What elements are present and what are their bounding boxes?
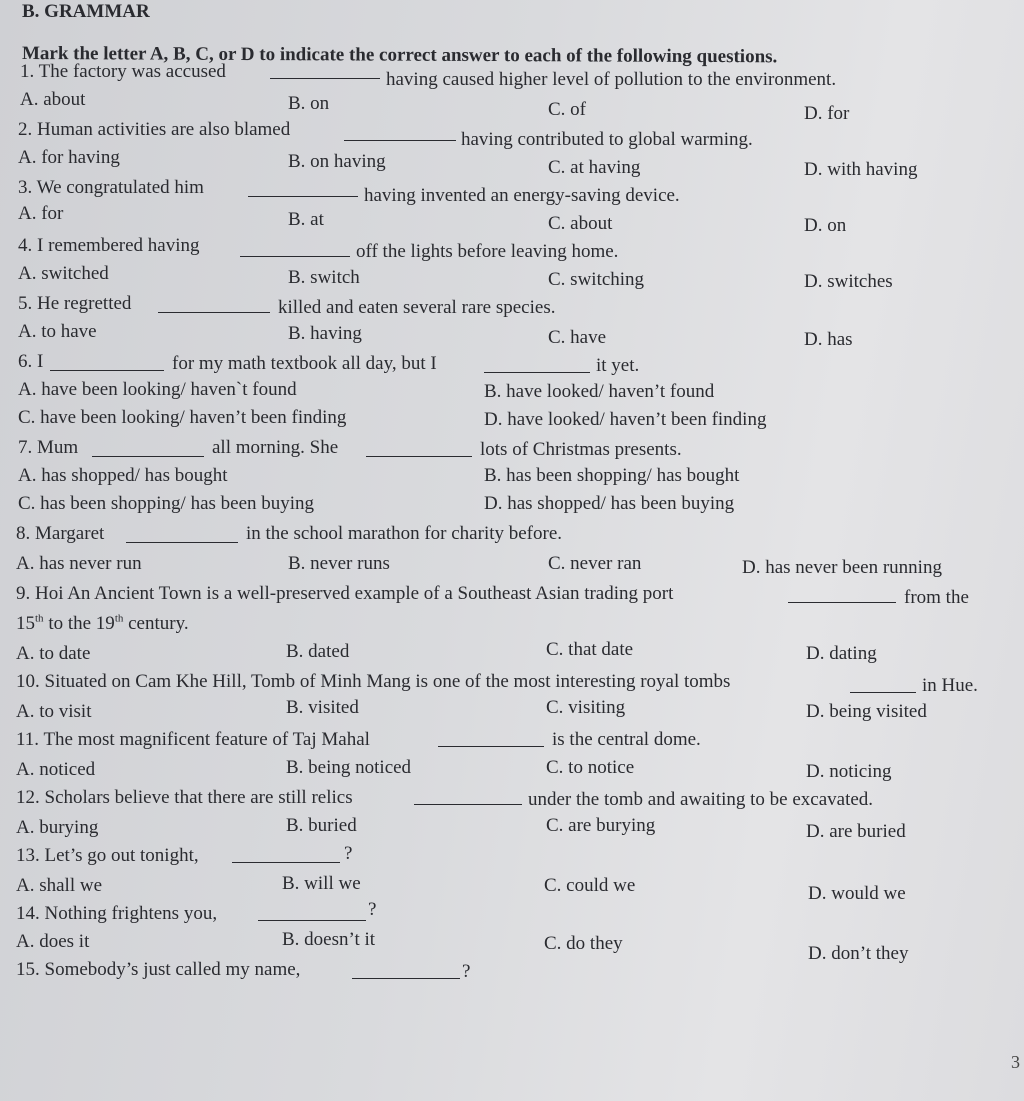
- option-c: C. have: [548, 327, 607, 348]
- question-12: [0, 786, 1024, 812]
- option-d: D. for: [804, 103, 850, 124]
- question-2-prompt: 2. Human activities are also blamed: [18, 119, 291, 140]
- question-10-prompt-end: in Hue.: [922, 675, 978, 696]
- option-c: C. do they: [544, 933, 623, 954]
- option-a: A. shall we: [16, 875, 103, 896]
- question-4: [0, 234, 1024, 260]
- option-c: C. visiting: [546, 697, 626, 718]
- question-4-prompt-end: off the lights before leaving home.: [356, 241, 619, 262]
- answer-blank: [126, 524, 238, 543]
- question-7-prompt-mid: all morning. She: [212, 437, 339, 458]
- question-4-prompt: 4. I remembered having: [18, 235, 200, 256]
- answer-blank: [258, 902, 366, 921]
- question-9-prompt-cont: 15th to the 19th century.: [16, 612, 189, 634]
- option-d: D. are buried: [806, 821, 906, 842]
- question-5-prompt: 5. He regretted: [18, 293, 132, 314]
- question-6-prompt-mid: for my math textbook all day, but I: [172, 353, 437, 374]
- question-11-prompt-end: is the central dome.: [552, 729, 701, 750]
- question-5: [0, 292, 1024, 318]
- question-11-options: [0, 758, 1024, 784]
- option-b: B. visited: [286, 697, 359, 718]
- option-c: C. have been looking/ haven’t been finding: [18, 407, 347, 428]
- question-14-options: [0, 929, 1024, 964]
- question-11-prompt: 11. The most magnificent feature of Taj Mahal: [16, 729, 370, 750]
- option-a: A. switched: [18, 263, 109, 284]
- section-title: B. GRAMMAR: [22, 1, 150, 22]
- option-d: D. dating: [806, 643, 877, 664]
- answer-blank: [232, 844, 340, 863]
- question-9-options: [0, 639, 1024, 668]
- question-11: [0, 728, 1024, 754]
- option-d: D. has never been running: [742, 557, 942, 578]
- option-a: A. to date: [16, 643, 91, 664]
- question-13-prompt-end: ?: [344, 843, 353, 864]
- question-15-prompt-end: ?: [462, 961, 471, 982]
- option-c: C. never ran: [548, 553, 642, 574]
- question-9-continued: [0, 612, 1024, 638]
- question-8: [0, 522, 1024, 548]
- answer-blank: [240, 238, 350, 257]
- answer-blank: [270, 60, 380, 79]
- answer-blank: [438, 728, 544, 747]
- option-b: B. on: [288, 93, 330, 114]
- option-a: A. noticed: [16, 759, 96, 780]
- option-a: A. for having: [18, 147, 120, 168]
- option-c: C. could we: [544, 875, 636, 896]
- question-12-options: [0, 816, 1024, 842]
- question-6-prompt: 6. I: [18, 351, 44, 372]
- answer-blank: [484, 354, 590, 373]
- answer-blank: [92, 438, 204, 457]
- option-d: D. would we: [808, 883, 906, 904]
- option-a: A. burying: [16, 817, 99, 838]
- question-7-options: [0, 464, 1024, 490]
- option-b: B. never runs: [288, 553, 390, 574]
- option-c: C. at having: [548, 157, 641, 178]
- option-b: B. have looked/ haven’t found: [484, 381, 715, 402]
- question-10-prompt: 10. Situated on Cam Khe Hill, Tomb of Minh Mang is one of the most interesting royal tombs: [16, 671, 731, 692]
- question-3-prompt-end: having invented an energy-saving device.: [364, 185, 680, 206]
- option-d: D. with having: [804, 159, 918, 180]
- question-7-prompt-end: lots of Christmas presents.: [480, 439, 682, 460]
- instruction: Mark the letter A, B, C, or D to indicate the correct answer to each of the following questions.: [21, 43, 778, 68]
- answer-blank: [788, 584, 896, 603]
- question-7-options-row-2: [0, 492, 1024, 518]
- question-5-prompt-end: killed and eaten several rare species.: [278, 297, 556, 318]
- question-2-options: [0, 146, 1024, 180]
- question-14-prompt: 14. Nothing frightens you,: [16, 903, 218, 924]
- option-b: B. at: [288, 209, 324, 230]
- question-6-prompt-end: it yet.: [596, 355, 640, 376]
- question-12-prompt: 12. Scholars believe that there are still relics: [16, 787, 353, 808]
- answer-blank: [50, 352, 164, 371]
- option-d: D. has: [804, 329, 853, 350]
- question-14: [0, 899, 1024, 928]
- question-6: [0, 350, 1024, 376]
- question-9-prompt-end: from the: [904, 587, 969, 608]
- option-c: C. switching: [548, 269, 645, 290]
- answer-blank: [158, 294, 270, 313]
- option-d: D. don’t they: [808, 943, 909, 964]
- question-9: [0, 582, 1024, 608]
- question-1-prompt: 1. The factory was accused: [20, 61, 226, 82]
- option-a: A. to visit: [16, 701, 92, 722]
- answer-blank: [366, 438, 472, 457]
- question-3: [0, 176, 1024, 206]
- question-1: [0, 60, 1024, 90]
- question-7: [0, 436, 1024, 462]
- question-2-prompt-end: having contributed to global warming.: [461, 129, 753, 150]
- option-b: B. will we: [282, 873, 361, 894]
- option-b: B. doesn’t it: [282, 929, 376, 950]
- question-3-prompt: 3. We congratulated him: [18, 177, 204, 198]
- question-1-options: [0, 88, 1024, 124]
- question-8-options: [0, 552, 1024, 578]
- question-15: [0, 958, 1024, 984]
- question-9-prompt: 9. Hoi An Ancient Town is a well-preserved example of a Southeast Asian trading port: [16, 583, 674, 604]
- option-d: D. on: [804, 215, 847, 236]
- question-13: [0, 844, 1024, 870]
- question-4-options: [0, 262, 1024, 292]
- question-8-prompt: 8. Margaret: [16, 523, 105, 544]
- question-6-options-row-2: [0, 406, 1024, 432]
- question-2: [0, 118, 1024, 150]
- option-c: C. that date: [546, 639, 634, 660]
- option-b: B. buried: [286, 815, 357, 836]
- question-14-prompt-end: ?: [368, 899, 377, 920]
- answer-blank: [850, 674, 916, 693]
- question-3-options: [0, 202, 1024, 236]
- option-a: A. have been looking/ haven`t found: [18, 379, 297, 400]
- option-b: B. being noticed: [286, 757, 412, 778]
- option-d: D. being visited: [806, 701, 927, 722]
- option-d: D. noticing: [806, 761, 892, 782]
- option-a: A. has never run: [16, 553, 142, 574]
- option-c: C. has been shopping/ has been buying: [18, 493, 315, 514]
- option-b: B. switch: [288, 267, 360, 288]
- answer-blank: [352, 960, 460, 979]
- option-b: B. has been shopping/ has bought: [484, 465, 740, 486]
- question-15-prompt: 15. Somebody’s just called my name,: [16, 959, 301, 980]
- option-a: A. about: [20, 89, 86, 110]
- option-d: D. has shopped/ has been buying: [484, 493, 735, 514]
- answer-blank: [344, 122, 456, 141]
- question-6-options: [0, 378, 1024, 404]
- option-b: B. having: [288, 323, 362, 344]
- question-5-options: [0, 320, 1024, 350]
- question-10-options: [0, 697, 1024, 726]
- option-c: C. to notice: [546, 757, 635, 778]
- answer-blank: [248, 178, 358, 197]
- option-d: D. have looked/ haven’t been finding: [484, 409, 767, 430]
- answer-blank: [414, 786, 522, 805]
- question-13-prompt: 13. Let’s go out tonight,: [16, 845, 199, 866]
- question-12-prompt-end: under the tomb and awaiting to be excavated.: [528, 789, 874, 810]
- option-a: A. for: [18, 203, 64, 224]
- option-b: B. dated: [286, 641, 350, 662]
- option-a: A. does it: [16, 931, 90, 952]
- question-7-prompt: 7. Mum: [18, 437, 79, 458]
- option-c: C. are burying: [546, 815, 656, 836]
- option-a: A. to have: [18, 321, 97, 342]
- question-13-options: [0, 873, 1024, 904]
- question-1-prompt-end: having caused higher level of pollution to the environment.: [386, 69, 837, 90]
- option-d: D. switches: [804, 271, 893, 292]
- option-b: B. on having: [288, 151, 386, 172]
- question-10: [0, 670, 1024, 696]
- page-number: 3: [1011, 1052, 1020, 1072]
- option-c: C. about: [548, 213, 613, 234]
- option-a: A. has shopped/ has bought: [18, 465, 228, 486]
- option-c: C. of: [548, 99, 586, 120]
- question-8-prompt-end: in the school marathon for charity before.: [246, 523, 563, 544]
